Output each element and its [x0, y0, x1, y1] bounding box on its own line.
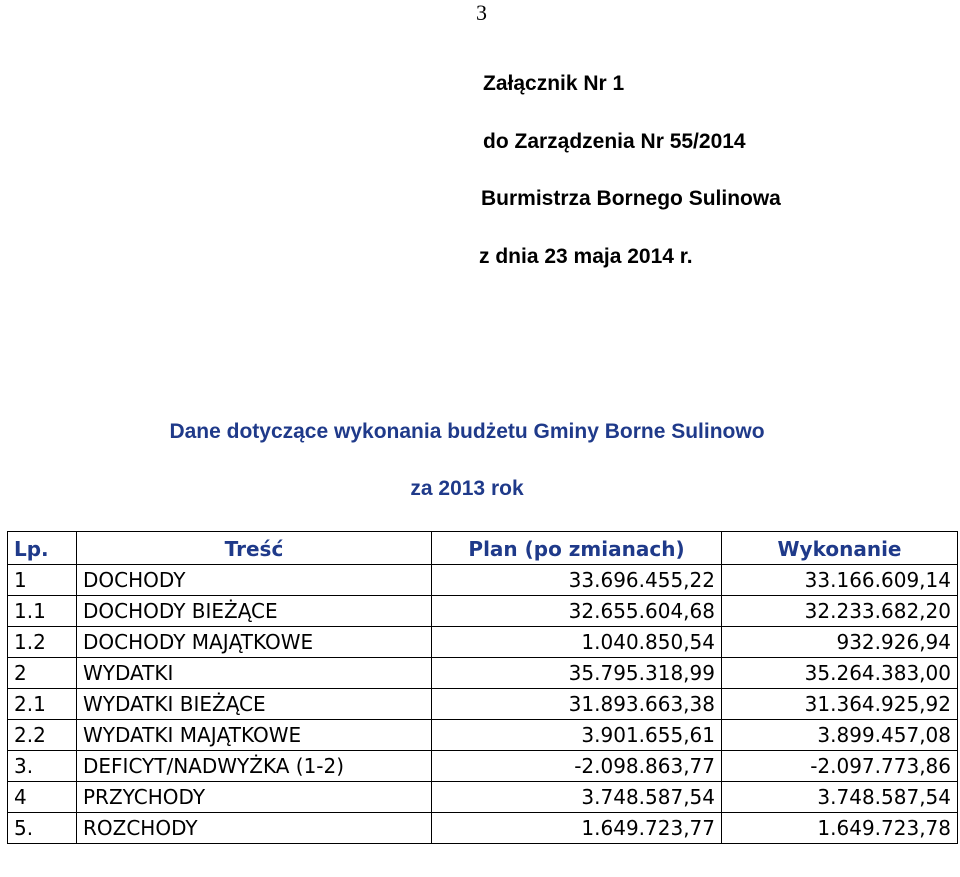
row-execution-value: 3.748.587,54 — [722, 782, 958, 813]
row-execution-value: 1.649.723,78 — [722, 813, 958, 844]
row-lp: 1.2 — [8, 627, 77, 658]
row-description: PRZYCHODY — [77, 782, 432, 813]
table-row — [8, 689, 958, 720]
row-plan-value: 1.649.723,77 — [432, 813, 722, 844]
row-description: DEFICYT/NADWYŻKA (1-2) — [77, 751, 432, 782]
annex-issuer: Burmistrza Bornego Sulinowa — [481, 187, 781, 210]
row-execution-value: 3.899.457,08 — [722, 720, 958, 751]
row-execution-value: 31.364.925,92 — [722, 689, 958, 720]
header-plan: Plan (po zmianach) — [432, 532, 722, 565]
budget-table — [7, 531, 958, 844]
row-lp: 2 — [8, 658, 77, 689]
row-description: WYDATKI MAJĄTKOWE — [77, 720, 432, 751]
row-plan-value: -2.098.863,77 — [432, 751, 722, 782]
header-execution: Wykonanie — [722, 532, 958, 565]
row-execution-value: 932.926,94 — [722, 627, 958, 658]
row-execution-value: 35.264.383,00 — [722, 658, 958, 689]
row-plan-value: 3.901.655,61 — [432, 720, 722, 751]
table-row — [8, 596, 958, 627]
table-row — [8, 782, 958, 813]
document-subtitle: za 2013 rok — [410, 477, 524, 500]
row-lp: 2.2 — [8, 720, 77, 751]
row-lp: 3. — [8, 751, 77, 782]
row-lp: 2.1 — [8, 689, 77, 720]
row-execution-value: 32.233.682,20 — [722, 596, 958, 627]
row-plan-value: 1.040.850,54 — [432, 627, 722, 658]
header-lp: Lp. — [8, 532, 77, 565]
row-plan-value: 33.696.455,22 — [432, 565, 722, 596]
row-plan-value: 31.893.663,38 — [432, 689, 722, 720]
row-description: WYDATKI — [77, 658, 432, 689]
row-description: DOCHODY MAJĄTKOWE — [77, 627, 432, 658]
row-plan-value: 32.655.604,68 — [432, 596, 722, 627]
row-lp: 4 — [8, 782, 77, 813]
row-description: WYDATKI BIEŻĄCE — [77, 689, 432, 720]
table-row — [8, 751, 958, 782]
table-body — [8, 565, 958, 844]
row-lp: 1.1 — [8, 596, 77, 627]
table-header-row — [8, 532, 958, 565]
row-description: DOCHODY — [77, 565, 432, 596]
row-description: ROZCHODY — [77, 813, 432, 844]
page-number: 3 — [476, 0, 487, 25]
row-plan-value: 35.795.318,99 — [432, 658, 722, 689]
row-description: DOCHODY BIEŻĄCE — [77, 596, 432, 627]
table-row — [8, 627, 958, 658]
table-row — [8, 813, 958, 844]
row-execution-value: -2.097.773,86 — [722, 751, 958, 782]
row-execution-value: 33.166.609,14 — [722, 565, 958, 596]
annex-title: Załącznik Nr 1 — [483, 72, 625, 95]
annex-ordinance: do Zarządzenia Nr 55/2014 — [483, 130, 746, 153]
table-row — [8, 565, 958, 596]
header-description: Treść — [77, 532, 432, 565]
row-lp: 5. — [8, 813, 77, 844]
document-title: Dane dotyczące wykonania budżetu Gminy Borne Sulinowo — [169, 420, 765, 443]
row-plan-value: 3.748.587,54 — [432, 782, 722, 813]
annex-date: z dnia 23 maja 2014 r. — [479, 245, 693, 268]
row-lp: 1 — [8, 565, 77, 596]
table-row — [8, 658, 958, 689]
table-row — [8, 720, 958, 751]
